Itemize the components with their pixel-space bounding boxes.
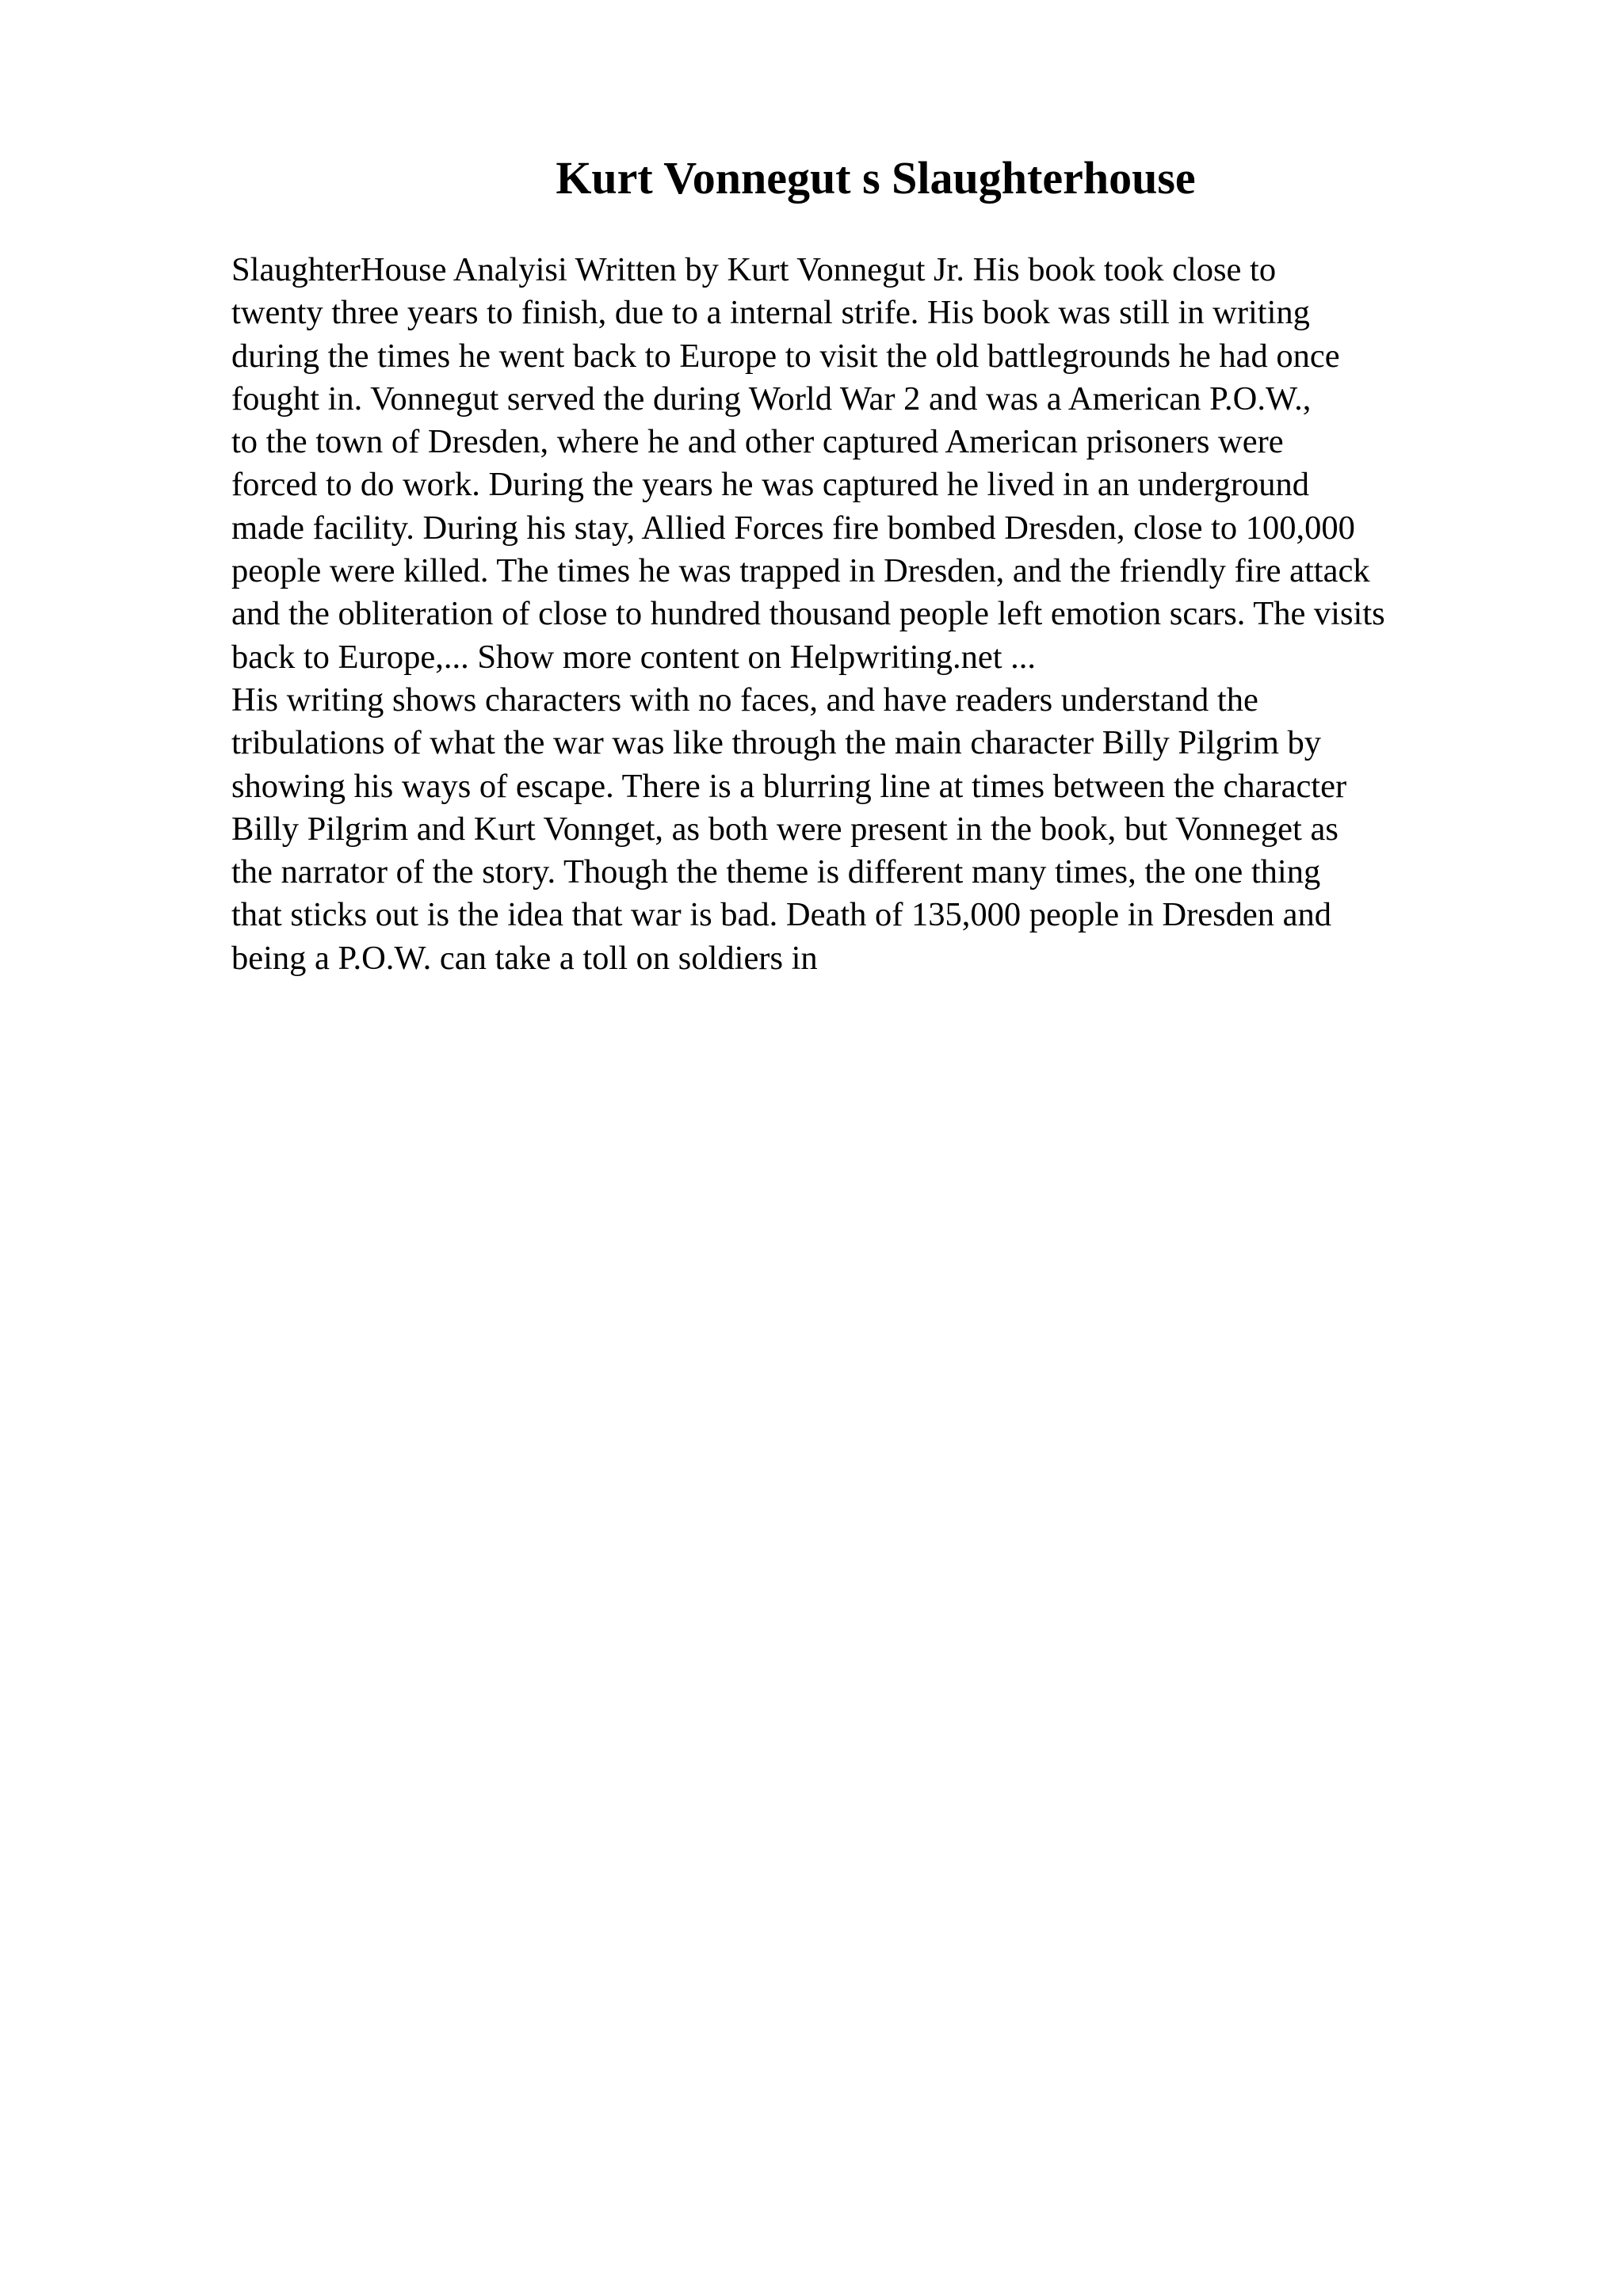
body-line: to the town of Dresden, where he and other captured American prisoners were bbox=[231, 423, 1284, 461]
body-line: that sticks out is the idea that war is bad. Death of 135,000 people in Dresden and bbox=[231, 896, 1331, 934]
document-title: Kurt Vonnegut s Slaughterhouse bbox=[556, 152, 1196, 204]
body-line: the narrator of the story. Though the theme is different many times, the one thing bbox=[231, 853, 1321, 891]
body-line: being a P.O.W. can take a toll on soldiers in bbox=[231, 939, 818, 977]
body-line: back to Europe,... Show more content on Helpwriting.net ... bbox=[231, 638, 1037, 676]
body-line: people were killed. The times he was trapped in Dresden, and the friendly fire attack bbox=[231, 552, 1370, 590]
body-line: showing his ways of escape. There is a blurring line at times between the character bbox=[231, 767, 1347, 805]
body-line: His writing shows characters with no faces, and have readers understand the bbox=[231, 681, 1258, 719]
body-line: SlaughterHouse Analyisi Written by Kurt Vonnegut Jr. His book took close to bbox=[231, 251, 1277, 288]
body-line: during the times he went back to Europe to visit the old battlegrounds he had once bbox=[231, 337, 1340, 375]
body-line: tribulations of what the war was like through the main character Billy Pilgrim by bbox=[231, 724, 1322, 762]
body-line: and the obliteration of close to hundred thousand people left emotion scars. The visits bbox=[231, 595, 1385, 633]
body-line: made facility. During his stay, Allied Forces fire bombed Dresden, close to 100,000 bbox=[231, 509, 1355, 547]
document-body bbox=[231, 249, 1547, 980]
body-line: fought in. Vonnegut served the during World War 2 and was a American P.O.W., bbox=[231, 379, 1312, 418]
body-line: twenty three years to finish, due to a internal strife. His book was still in writing bbox=[231, 294, 1310, 332]
body-line: forced to do work. During the years he was captured he lived in an underground bbox=[231, 466, 1309, 504]
body-line: Billy Pilgrim and Kurt Vonnget, as both were present in the book, but Vonneget as bbox=[231, 810, 1338, 848]
